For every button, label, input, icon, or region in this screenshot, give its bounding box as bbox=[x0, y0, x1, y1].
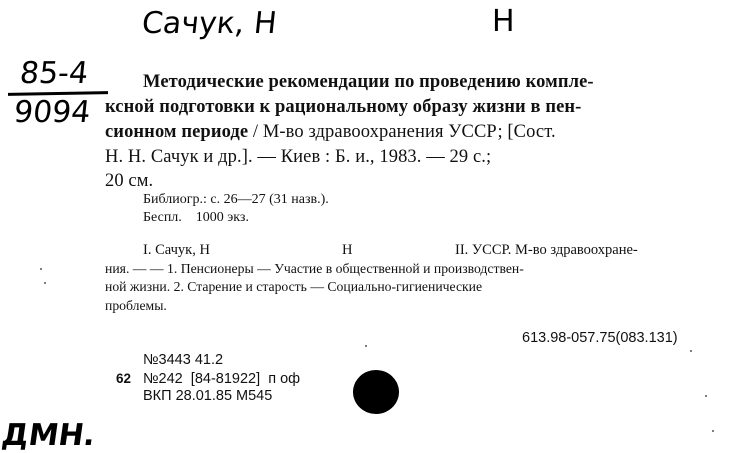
price-note: Беспл. 1000 экз. bbox=[143, 210, 249, 225]
title-line-3 bbox=[105, 122, 556, 143]
title-line-3-rest: / М-во здравоохранения УССР; [Сост. bbox=[248, 122, 556, 142]
tracing-line-2: ния. — — 1. Пенсионеры — Участие в общественной и производствен- bbox=[105, 261, 524, 276]
tracing-line-3: ной жизни. 2. Старение и старость — Социально-гигиенические bbox=[105, 279, 483, 294]
footer-line-2: №242 [84-81922] п оф bbox=[143, 371, 301, 387]
bibliography-note: Библиогр.: с. 26—27 (31 назв.). bbox=[143, 192, 329, 207]
title-line-2: ксной подготовки к рациональному образу жизни в пен- bbox=[105, 97, 582, 117]
handwritten-letter: Н bbox=[492, 4, 515, 39]
handwritten-bottom: ДМН. bbox=[0, 418, 98, 453]
title-line-1-text: Методические рекомендации по проведению компле- bbox=[143, 72, 594, 92]
scan-speck bbox=[40, 268, 42, 270]
footer-line-1: №3443 41.2 bbox=[143, 352, 224, 368]
tracing-line-4: проблемы. bbox=[105, 298, 167, 313]
scan-speck bbox=[705, 395, 707, 397]
handwritten-author: Сачук, Н bbox=[140, 6, 279, 41]
shelf-mark-bottom: 9094 bbox=[12, 95, 93, 130]
tracing-line-1a: I. Сачук, Н bbox=[143, 242, 210, 258]
imprint-line: Н. Н. Сачук и др.]. — Киев : Б. и., 1983. — 29 с.; bbox=[105, 147, 492, 167]
footer-line-2-prefix: 62 bbox=[116, 371, 132, 386]
dimensions-line: 20 см. bbox=[105, 171, 154, 191]
scan-speck bbox=[712, 430, 714, 432]
title-line-3-bold: сионном периоде bbox=[105, 122, 249, 142]
ink-blot bbox=[353, 370, 399, 414]
footer-line-3: ВКП 28.01.85 М545 bbox=[143, 388, 273, 404]
tracing-line-1b: Н bbox=[342, 242, 353, 258]
udc-number: 613.98-057.75(083.131) bbox=[522, 330, 678, 346]
tracing-line-1c: II. УССР. М-во здравоохране- bbox=[455, 242, 638, 258]
scan-speck bbox=[44, 282, 46, 284]
scan-speck bbox=[365, 345, 367, 347]
title-line-1 bbox=[143, 72, 717, 93]
scan-speck bbox=[690, 350, 692, 352]
shelf-mark-top: 85-4 bbox=[18, 56, 90, 91]
